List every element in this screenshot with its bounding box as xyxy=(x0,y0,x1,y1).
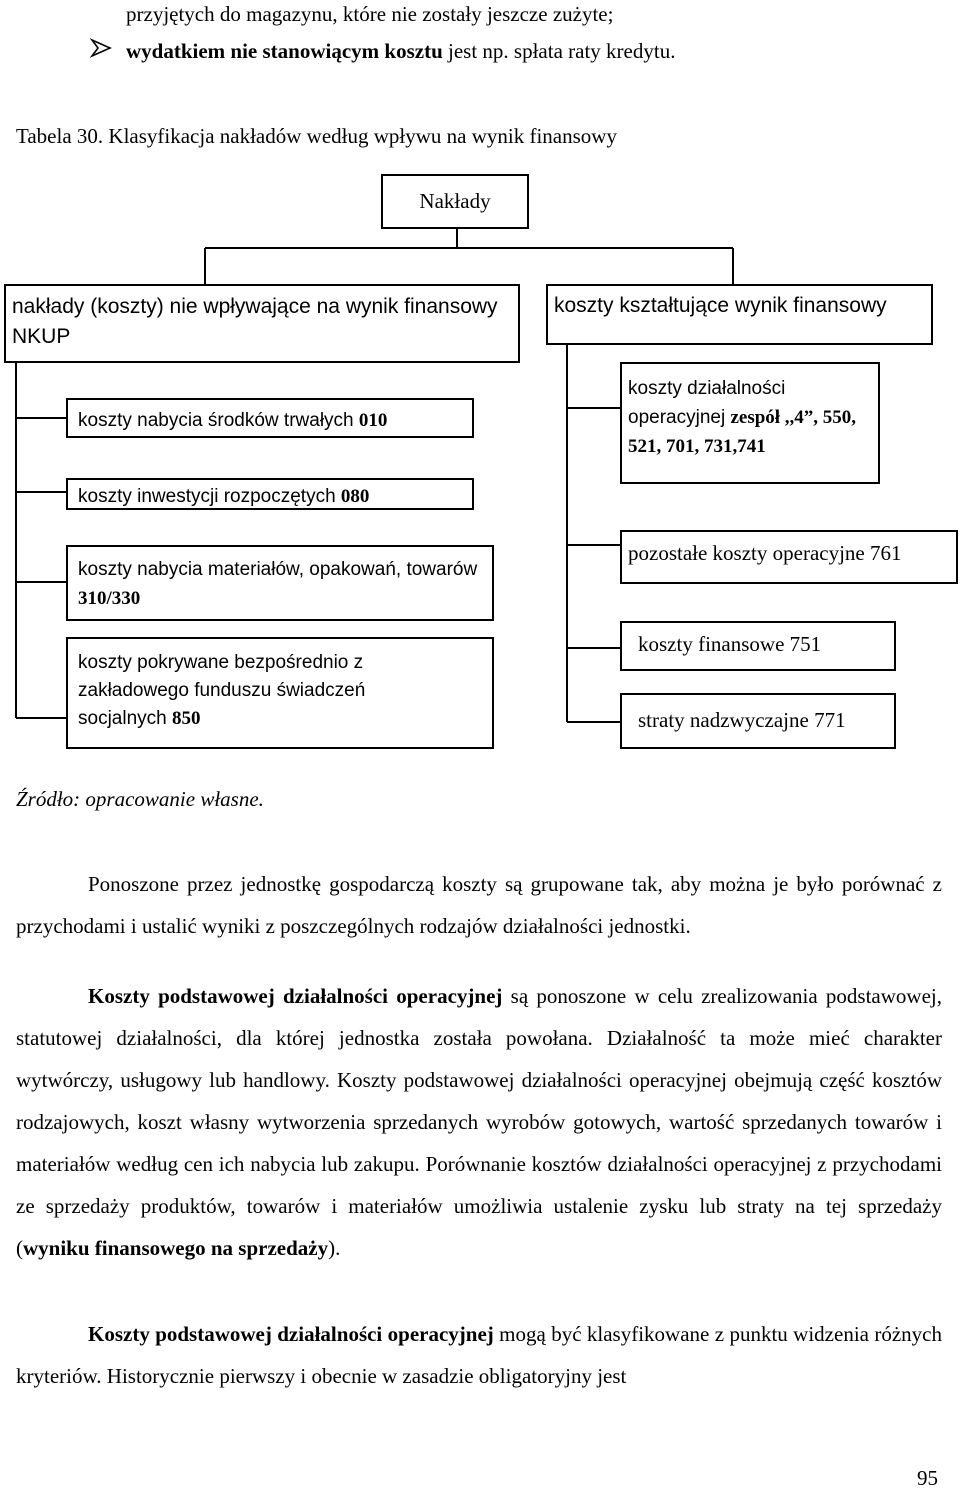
left-item-4-text: koszty pokrywane bezpośrednio z zakładowego funduszu świadczeń socjalnych xyxy=(78,652,366,729)
left-item-3-code: 310/330 xyxy=(78,588,141,609)
left-item-2-text: koszty inwestycji rozpoczętych xyxy=(78,486,341,507)
table-caption: Tabela 30. Klasyfikacja nakładów według wpływu na wynik finansowy xyxy=(16,124,617,148)
paragraph-3 xyxy=(16,1313,942,1397)
right-item-other-operating xyxy=(620,530,958,584)
right-branch-box xyxy=(546,284,933,345)
right-item-2 xyxy=(628,538,950,568)
left-item-1 xyxy=(78,408,462,434)
paragraph-2-text-b: ). xyxy=(328,1236,341,1260)
right-item-1-text: koszty działalności operacyjnej xyxy=(628,378,786,428)
bullet-bold-term: wydatkiem nie stanowiącym kosztu xyxy=(126,39,443,63)
right-item-4 xyxy=(638,705,878,735)
right-branch-title: koszty kształtujące wynik finansowy xyxy=(554,294,887,317)
bullet-rest-text: jest np. spłata raty kredytu. xyxy=(442,39,676,63)
right-item-4-text: straty nadzwyczajne xyxy=(638,708,815,732)
right-item-financial xyxy=(620,621,896,671)
paragraph-2 xyxy=(16,975,942,1269)
left-item-4 xyxy=(78,649,438,733)
right-item-1-code: zespół ,,4”, 550, 521, 701, 731,741 xyxy=(628,407,857,457)
right-item-2-code: 761 xyxy=(870,541,902,565)
paragraph-1-text: Ponoszone przez jednostkę gospodarczą koszty są grupowane tak, aby można je było porównać z przychodami i ustalić wyniki z poszczególnych rodzajów działalności jednostki. xyxy=(16,872,942,938)
left-item-social-fund xyxy=(66,637,494,749)
paragraph-2-bold: Koszty podstawowej działalności operacyjnej xyxy=(88,984,503,1008)
right-item-1 xyxy=(628,374,872,461)
right-item-extraordinary xyxy=(620,693,896,749)
left-branch-box xyxy=(4,284,520,363)
paragraph-1 xyxy=(16,863,942,947)
right-item-3 xyxy=(638,629,878,659)
source-note: Źródło: opracowanie własne. xyxy=(16,787,264,811)
paragraph-2-text-a: są ponoszone w celu zrealizowania podstawowej, statutowej działalności, dla której jednostka została powołana. Działalność ta może mieć charakter wytwórczy, usługowy lub handlowy. Koszty podstawowej działalności operacyjnej obejmują część kosztów rodzajowych, koszt własny wytworzenia sprzedanych wyrobów gotowych, wartość sprzedanych towarów i materiałów według cen ich nabycia lub zakupu. Porównanie kosztów działalności operacyjnej z przychodami ze sprzedaży produktów, towarów i materiałów umożliwia ustalenie zysku lub straty na tej sprzedaży ( xyxy=(16,984,942,1260)
right-item-3-code: 751 xyxy=(789,632,822,656)
left-item-2 xyxy=(78,484,462,510)
left-branch-title: nakłady (koszty) nie wpływające na wynik finansowy NKUP xyxy=(12,295,498,348)
paragraph-2-bold2: wyniku finansowego na sprzedaży xyxy=(23,1236,329,1260)
left-item-4-code: 850 xyxy=(172,708,201,729)
right-item-2-text: pozostałe koszty operacyjne xyxy=(628,541,870,565)
left-item-2-code: 080 xyxy=(340,486,370,507)
root-box-naklady xyxy=(381,174,529,229)
left-item-fixed-assets xyxy=(66,398,474,438)
right-item-3-text: koszty finansowe xyxy=(638,632,790,656)
right-item-operating-costs xyxy=(620,362,880,484)
left-item-1-text: koszty nabycia środków trwałych xyxy=(78,410,359,431)
left-item-3 xyxy=(78,555,482,613)
left-item-3-text: koszty nabycia materiałów, opakowań, towarów xyxy=(78,559,478,580)
paragraph-3-bold: Koszty podstawowej działalności operacyjnej xyxy=(88,1322,494,1346)
root-label: Nakłady xyxy=(419,189,491,213)
paragraph-3-text: mogą być klasyfikowane z punktu widzenia różnych kryteriów. Historycznie pierwszy i obecnie w zasadzie obligatoryjny jest xyxy=(16,1322,942,1388)
left-item-investments xyxy=(66,478,474,510)
right-item-4-code: 771 xyxy=(814,708,846,732)
page-number: 95 xyxy=(917,1466,938,1490)
left-item-materials xyxy=(66,545,494,621)
left-item-1-code: 010 xyxy=(358,410,388,431)
continued-text-line: przyjętych do magazynu, które nie zostały jeszcze zużyte; xyxy=(126,2,614,26)
